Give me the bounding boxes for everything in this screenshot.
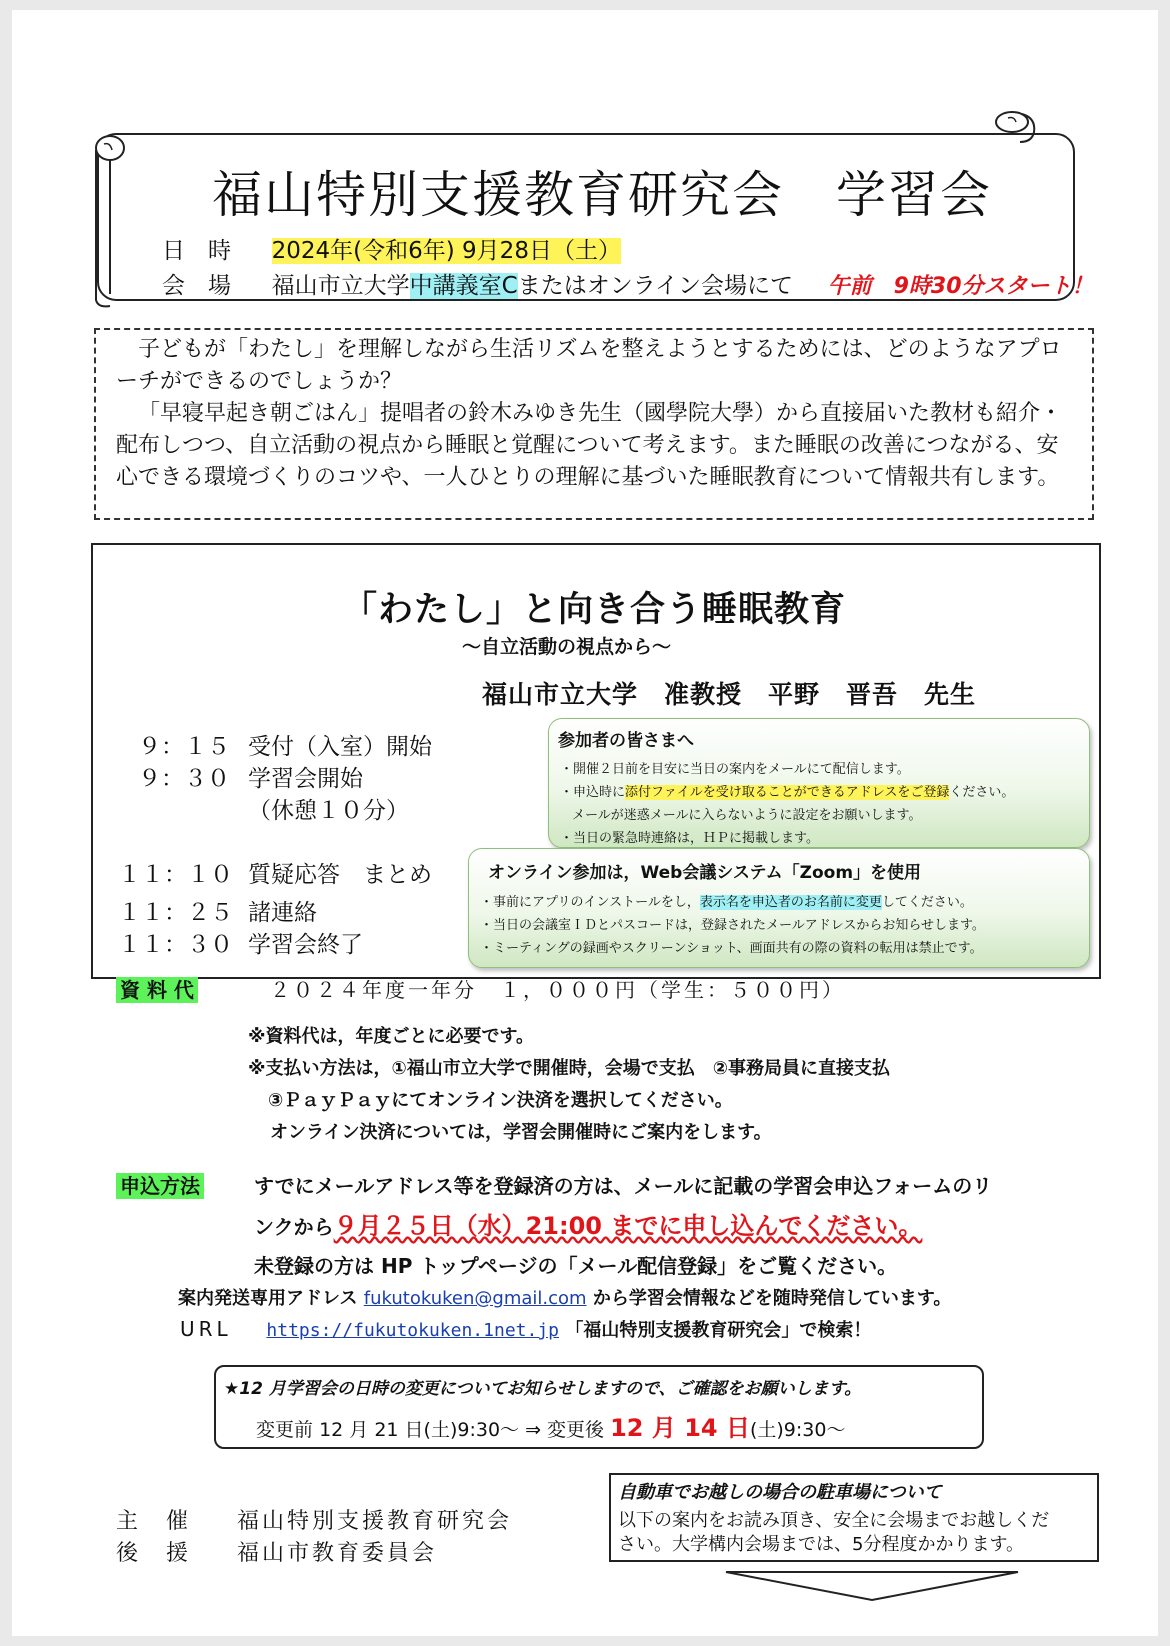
change-heading: ★12 月学習会の日時の変更についてお知らせしますので、ご確認をお願いします。: [224, 1379, 862, 1399]
schedule-time: １１：１０: [118, 862, 233, 888]
email-label: 案内発送専用アドレス: [178, 1288, 358, 1309]
venue-alt: またはオンライン会場にて: [517, 273, 793, 299]
apply-label: 申込方法: [116, 1173, 204, 1199]
date-label: 日 時: [162, 238, 231, 264]
url-label: URL: [180, 1317, 232, 1341]
online-notice-heading: オンライン参加は，Web会議システム「Zoom」を使用: [488, 863, 922, 883]
notice-highlight: 表示名を申込者のお名前に変更: [699, 895, 882, 910]
schedule-row: [118, 856, 432, 889]
apply-line: すでにメールアドレス等を登録済の方は、メールに記載の学習会申込フォームのリ: [254, 1174, 993, 1198]
fee-note: ※支払い方法は，①福山市立大学で開催時，会場で支払 ②事務局員に直接支払: [248, 1058, 890, 1079]
lecturer-name: 福山市立大学 准教授 平野 晋吾 先生: [482, 680, 977, 709]
apply-text: ンクから: [254, 1215, 334, 1239]
fee-note: ③ＰａｙＰａｙにてオンライン決済を選択してください。: [268, 1090, 733, 1111]
apply-line: 未登録の方は HP トップページの「メール配信登録」をご覧ください。: [254, 1254, 898, 1278]
fee-label-wrap: [116, 974, 198, 1003]
schedule-item: 諸連絡: [248, 900, 317, 926]
flyer-page: [12, 10, 1158, 1636]
intro-para-2: 「早寝早起き朝ごはん」提唱者の鈴木みゆき先生（國學院大學）から直接届いた教材も紹介・配布しつつ、自立活動の視点から睡眠と覚醒について考えます。また睡眠の改善につながる、安心できる環境づくりのコツや、一人ひとりの理解に基づいた睡眠教育について情報共有します。: [116, 401, 1063, 490]
email-row: [178, 1284, 951, 1310]
change-detail: [256, 1408, 845, 1443]
schedule-time: ９：３０: [138, 766, 230, 792]
fee-label: 資 料 代: [116, 977, 198, 1003]
email-text: から学習会情報などを随時発信しています。: [592, 1288, 952, 1309]
host-row: [116, 1504, 512, 1535]
online-notice-line: [480, 891, 973, 910]
change-before-value: 12 月 21 日(土)9:30～: [319, 1419, 520, 1441]
notice-text: ・事前にアプリのインストールをし，: [480, 895, 700, 910]
date-row: [162, 232, 621, 265]
change-before-label: 変更前: [256, 1419, 314, 1441]
parking-line: さい。大学構内会場までは、5分程度かかります。: [618, 1534, 1025, 1555]
parking-line: 以下の案内をお読み頂き、安全に会場までお越しくだ: [618, 1510, 1050, 1531]
change-after-time: (土)9:30～: [749, 1419, 846, 1441]
notice-text: ください。: [949, 785, 1015, 800]
venue-row: [162, 267, 1094, 300]
down-arrow-icon: [722, 1566, 1022, 1606]
url-row: [180, 1316, 871, 1342]
schedule-item: 学習会開始: [248, 766, 363, 792]
change-after-label: 変更後: [547, 1419, 605, 1441]
start-time-note: 午前 9時30分スタート！: [827, 274, 1094, 299]
schedule-item: 学習会終了: [248, 932, 363, 958]
page-title: 福山特別支援教育研究会 学習会: [212, 166, 992, 224]
venue-room: 中講義室C: [409, 273, 518, 299]
participants-notice-line: ・開催２日前を目安に当日の案内をメールにて配信します。: [560, 762, 910, 777]
schedule-item: 質疑応答 まとめ: [248, 862, 432, 888]
apply-deadline: ９月２５日（水）21:00 までに申し込んでください。: [333, 1212, 923, 1240]
participants-notice-line: ・当日の緊急時連絡は，ＨＰに掲載します。: [560, 831, 819, 846]
schedule-row: [138, 728, 432, 761]
host-label: 主 催: [116, 1509, 192, 1534]
schedule-time: １１：２５: [118, 900, 233, 926]
participants-notice-line: メールが迷惑メールに入らないように設定をお願いします。: [572, 808, 922, 823]
fee-note: ※資料代は，年度ごとに必要です。: [248, 1026, 535, 1047]
lecture-title: 「わたし」と向き合う睡眠教育: [342, 590, 847, 630]
schedule-item: 受付（入室）開始: [248, 734, 432, 760]
apply-label-wrap: [116, 1170, 204, 1199]
date-value: 2024年(令和6年) 9月28日（土）: [271, 238, 621, 264]
schedule-time: ９：１５: [138, 734, 230, 760]
change-after-date: 12 月 14 日: [610, 1414, 750, 1442]
lecture-subtitle: ～自立活動の視点から～: [462, 636, 672, 658]
venue-label: 会 場: [162, 273, 231, 299]
notice-text: ・申込時に: [560, 785, 626, 800]
host-name: 福山特別支援教育研究会: [237, 1509, 513, 1534]
schedule-row: [138, 760, 363, 793]
venue-name: 福山市立大学: [271, 273, 410, 299]
url-link[interactable]: https://fukutokuken.1net.jp: [266, 1320, 560, 1341]
notice-text: してください。: [881, 895, 973, 910]
support-label: 後 援: [116, 1541, 192, 1566]
schedule-row: [118, 926, 363, 959]
support-name: 福山市教育委員会: [237, 1541, 438, 1566]
schedule-time: １１：３０: [118, 932, 233, 958]
arrow-icon: ⇒: [525, 1419, 541, 1441]
fee-value: ２０２４年度一年分 １，０００円（学生：５００円）: [270, 978, 845, 1002]
intro-para-1: 子どもが「わたし」を理解しながら生活リズムを整えようとするためには、どのようなアプローチができるのでしょうか？: [116, 337, 1062, 394]
participants-notice-line: [560, 781, 1014, 800]
email-link[interactable]: fukutokuken@gmail.com: [363, 1288, 587, 1309]
fee-note: オンライン決済については，学習会開催時にご案内をします。: [270, 1122, 772, 1143]
intro-box: [94, 328, 1094, 520]
notice-highlight: 添付ファイルを受け取ることができるアドレスをご登録: [625, 785, 950, 800]
schedule-row: [118, 894, 317, 927]
online-notice-line: ・当日の会議室ＩＤとパスコードは，登録されたメールアドレスからお知らせします。: [480, 918, 985, 933]
support-row: [116, 1536, 437, 1567]
url-text: 「福山特別支援教育研究会」で検索！: [565, 1320, 872, 1341]
online-notice-line: ・ミーティングの録画やスクリーンショット、画面共有の際の資料の転用は禁止です。: [480, 941, 983, 956]
schedule-break: （休憩１０分）: [248, 798, 409, 824]
apply-line: [254, 1206, 922, 1241]
parking-heading: 自動車でお越しの場合の駐車場について: [618, 1482, 942, 1503]
participants-notice-heading: 参加者の皆さまへ: [558, 731, 694, 751]
